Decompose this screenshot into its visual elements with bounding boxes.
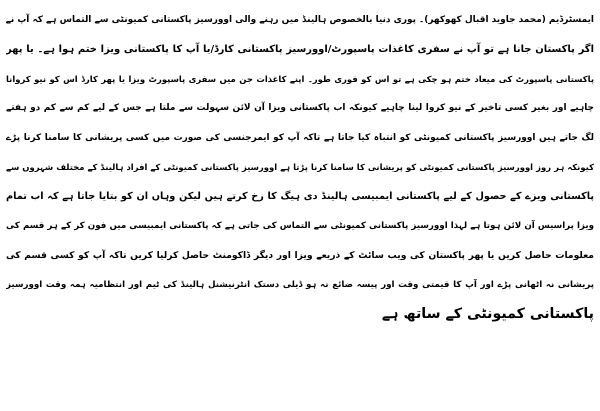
article-line: اگر پاکستان جانا ہے تو آپ نے سفری کاغذات پاسپورٹ/اوورسیز پاکستانی کارڈ/یا آپ کا پاکستانی ویزا ختم ہوا ہے۔ یا پھر	[6, 44, 594, 56]
article-line: ویزا پراسیس آن لائن ہوتا ہے لہذا اوورسیز پاکستانی کمیونٹی سے التماس کی جاتی ہے کہ پاکستانی ایمبیسی میں فون کر کے ہر قسم کی	[6, 220, 594, 231]
article-line: معلومات حاصل کریں یا پھر پاکستان کی ویب سائٹ کے ذریعے ویزا اور دیگر ڈاکومنٹ حاصل کرلیا کریں تاکہ آپ کو کسی قسم کی	[6, 250, 594, 262]
article-line: پاکستانی پاسپورٹ کی میعاد ختم ہو چکی ہے تو اس کو فوری طور۔ اپنے کاغذات جن میں سفری پاسپورٹ ویزا یا پھر کارڈ اس کو نیو کروانا	[6, 73, 594, 84]
article-line: ایمسٹرڈیم (محمد جاوید اقبال کھوکھر)۔ پوری دنیا بالخصوص ہالینڈ میں رہنے والی اوورسیز پاکستانی کمیونٹی سے التماس ہے کہ آپ نے	[6, 15, 594, 25]
article-line: کیونکہ ہر روز اوورسیز پاکستانی کمیونٹی کو پریشانی کا سامنا کرنا پڑتا ہے اوورسیز پاکستانی کمیونٹی کے افراد ہالینڈ کے مختلف شہروں سے	[6, 161, 594, 172]
article-line-last: پاکستانی کمیونٹی کے ساتھ ہے	[381, 305, 594, 322]
article-line: پریشانی نہ اٹھانی پڑے اور آپ کا قیمتی وقت اور پیسہ ضائع نہ ہو ڈیلی دستک انٹرنیشنل ہالینڈ کی ٹیم اور انتظامیہ ہمہ وقت اوورسیز	[6, 279, 594, 290]
article-line: پاکستانی ویزے کے حصول کے لیے پاکستانی ایمبیسی ہالینڈ دی ہیگ کا رخ کرتے ہیں لیکن وہاں ان کو بتایا جاتا ہے کہ اب تمام	[6, 191, 594, 203]
article-line: لگ جاتے ہیں اوورسیز پاکستانی کمیونٹی کو انتباہ کیا جاتا ہے تاکہ آپ کو ایمرجنسی کی صورت میں کسی پریشانی کا سامنا کرنا پڑے	[6, 132, 594, 143]
article-line: چاہیے اور بغیر کسی تاخیر کے نیو کروا لینا چاہیے کیونکہ اب پاکستانی ویزا آن لائن سہولت سے ملتا ہے جس کے لیے کم سے کم دو ہفتے	[6, 103, 594, 114]
